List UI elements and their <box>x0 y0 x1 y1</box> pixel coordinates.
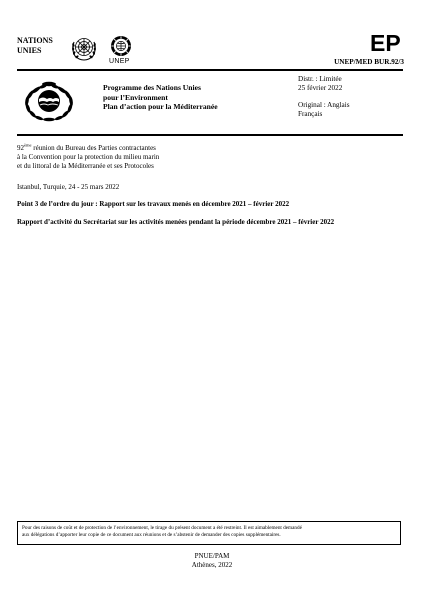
footer-organization: PNUE/PAM <box>194 552 230 560</box>
section-rule <box>17 134 403 136</box>
meeting-description <box>17 144 159 170</box>
meeting-line3: et du littoral de la Méditerranée et ses Protocoles <box>17 161 154 170</box>
report-title: Rapport d’activité du Secrétariat sur les activités menées pendant la période décembre 2021 – février 2022 <box>17 218 335 226</box>
notice-line1: Pour des raisons de coût et de protection de l’environnement, le tirage du présent document a été restreint. Il est aimablement demandé <box>22 525 302 531</box>
language-code-ep: EP <box>370 30 401 56</box>
meeting-venue: Istanbul, Turquie, 24 - 25 mars 2022 <box>17 183 120 191</box>
footer-place-year: Athènes, 2022 <box>191 561 233 569</box>
unep-emblem-icon <box>108 34 134 60</box>
meeting-number-suffix: ème <box>24 142 32 148</box>
un-name-line1: NATIONS <box>17 36 53 45</box>
programme-title <box>103 83 218 112</box>
document-symbol: UNEP/MED BUR.92/3 <box>334 58 404 66</box>
header-rule <box>17 69 403 71</box>
unep-label: UNEP <box>109 58 130 65</box>
meeting-number: 92 <box>17 144 24 152</box>
programme-line1: Programme des Nations Unies <box>103 83 201 92</box>
meeting-line1-text: réunion du Bureau des Parties contractantes <box>31 144 156 152</box>
footer <box>0 552 424 570</box>
meeting-line1 <box>17 144 159 153</box>
notice-line2: aux délégations d’apporter leur copie de ce document aux réunions et de s’abstenir de demander des copies supplémentaires. <box>22 532 281 539</box>
translation-language: Français <box>298 110 323 118</box>
meeting-line2: à la Convention pour la protection du milieu marin <box>17 152 160 161</box>
programme-line2: pour l’Environment <box>103 92 168 102</box>
un-emblem-icon <box>70 34 98 62</box>
document-date: 25 février 2022 <box>298 84 343 92</box>
language-block <box>298 101 350 119</box>
programme-line3: Plan d’action pour la Méditerranée <box>103 102 218 112</box>
map-logo-icon <box>22 78 76 122</box>
agenda-item: Point 3 de l’ordre du jour : Rapport sur les travaux menés en décembre 2021 – février 2022 <box>17 200 290 208</box>
distribution-status: Distr. : Limitée <box>298 75 342 83</box>
original-language: Original : Anglais <box>298 101 350 109</box>
environmental-notice <box>17 521 401 545</box>
un-name-line2: UNIES <box>17 46 42 55</box>
un-name <box>17 36 53 56</box>
distribution-block <box>298 75 342 93</box>
